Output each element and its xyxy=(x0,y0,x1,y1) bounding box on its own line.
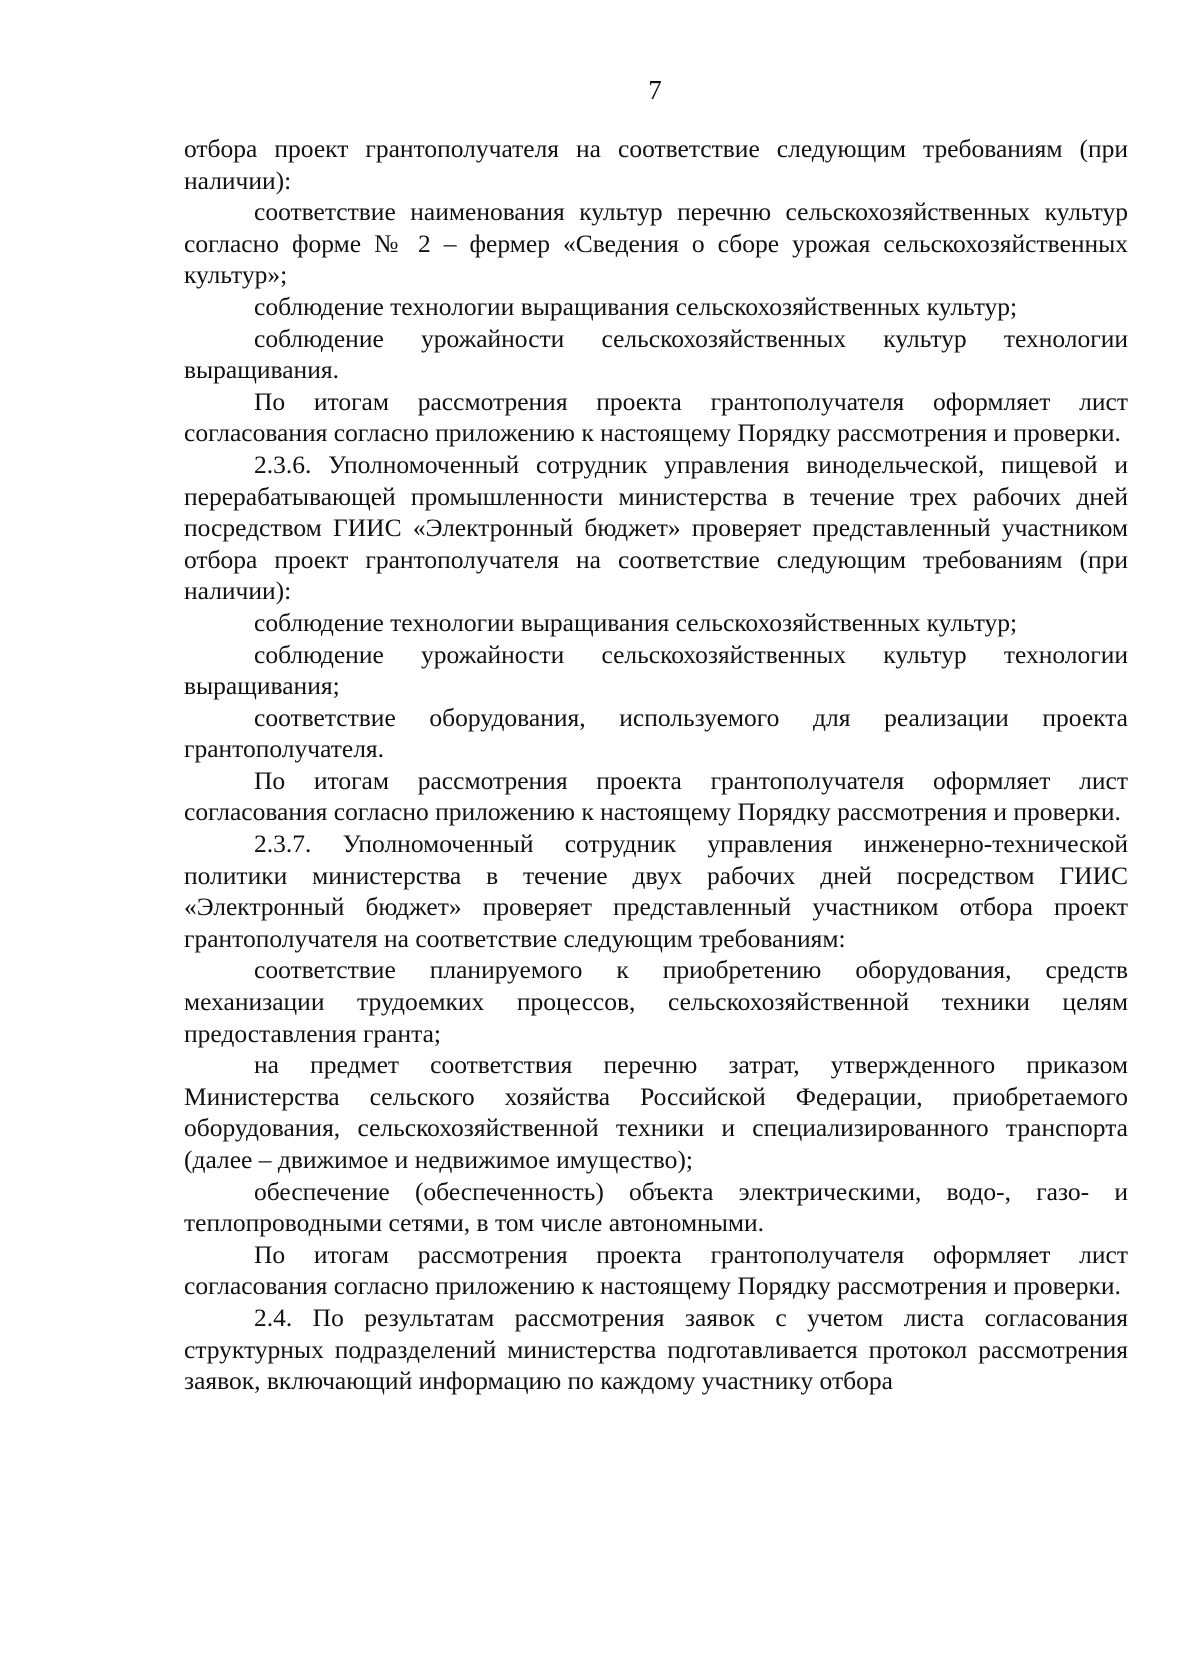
paragraph-requirement-crop-names: соответствие наименования культур перечню сельскохозяйственных культур согласно форме № 2 – фермер «Сведения о сборе урожая сельскохозяйственных культур»; xyxy=(184,197,1128,290)
paragraph-approval-sheet: По итогам рассмотрения проекта грантополучателя оформляет лист согласования согласно приложению к настоящему Порядку рассмотрения и проверки. xyxy=(184,1239,1128,1301)
paragraph-requirement-cost-list: на предмет соответствия перечню затрат, утвержденного приказом Министерства сельского хозяйства Российской Федерации, приобретаемого оборудования, сельскохозяйственной техники и специализированного транспорта (далее – движимое и недвижимое имущество); xyxy=(184,1050,1128,1174)
paragraph-requirement-yield: соблюдение урожайности сельскохозяйственных культур технологии выращивания; xyxy=(184,639,1128,701)
page-number: 7 xyxy=(648,75,662,105)
paragraph-clause-2-4: 2.4. По результатам рассмотрения заявок с учетом листа согласования структурных подразделений министерства подготавливается протокол рассмотрения заявок, включающий информацию по каждому участнику отбора xyxy=(184,1302,1128,1396)
paragraph-clause-2-3-6: 2.3.6. Уполномоченный сотрудник управления винодельческой, пищевой и перерабатывающей промышленности министерства в течение трех рабочих дней посредством ГИИС «Электронный бюджет» проверяет представленный участником отбора проект грантополучателя на соответствие следующим требованиям (при наличии): xyxy=(184,449,1128,606)
paragraph-requirement-yield: соблюдение урожайности сельскохозяйственных культур технологии выращивания. xyxy=(184,323,1128,385)
paragraph-requirement-technology: соблюдение технологии выращивания сельскохозяйственных культур; xyxy=(254,607,1018,637)
paragraph-approval-sheet: По итогам рассмотрения проекта грантополучателя оформляет лист согласования согласно приложению к настоящему Порядку рассмотрения и проверки. xyxy=(184,386,1128,448)
paragraph-approval-sheet: По итогам рассмотрения проекта грантополучателя оформляет лист согласования согласно приложению к настоящему Порядку рассмотрения и проверки. xyxy=(184,765,1128,827)
paragraph-requirement-equipment: соответствие оборудования, используемого для реализации проекта грантополучателя. xyxy=(184,702,1128,764)
paragraph-continuation: отбора проект грантополучателя на соответствие следующим требованиям (при наличии): xyxy=(184,134,1128,195)
paragraph-clause-2-3-7: 2.3.7. Уполномоченный сотрудник управления инженерно-технической политики министерства в течение двух рабочих дней посредством ГИИС «Электронный бюджет» проверяет представленный участником отбора проект грантополучателя на соответствие следующим требованиям: xyxy=(184,829,1128,953)
paragraph-requirement-utilities: обеспечение (обеспеченность) объекта электрическими, водо-, газо- и теплопроводными сетями, в том числе автономными. xyxy=(184,1176,1128,1238)
paragraph-requirement-technology: соблюдение технологии выращивания сельскохозяйственных культур; xyxy=(254,291,1018,321)
document-body xyxy=(184,133,1128,1397)
paragraph-requirement-planned-equipment: соответствие планируемого к приобретению оборудования, средств механизации трудоемких процессов, сельскохозяйственной техники целям предоставления гранта; xyxy=(184,955,1128,1048)
